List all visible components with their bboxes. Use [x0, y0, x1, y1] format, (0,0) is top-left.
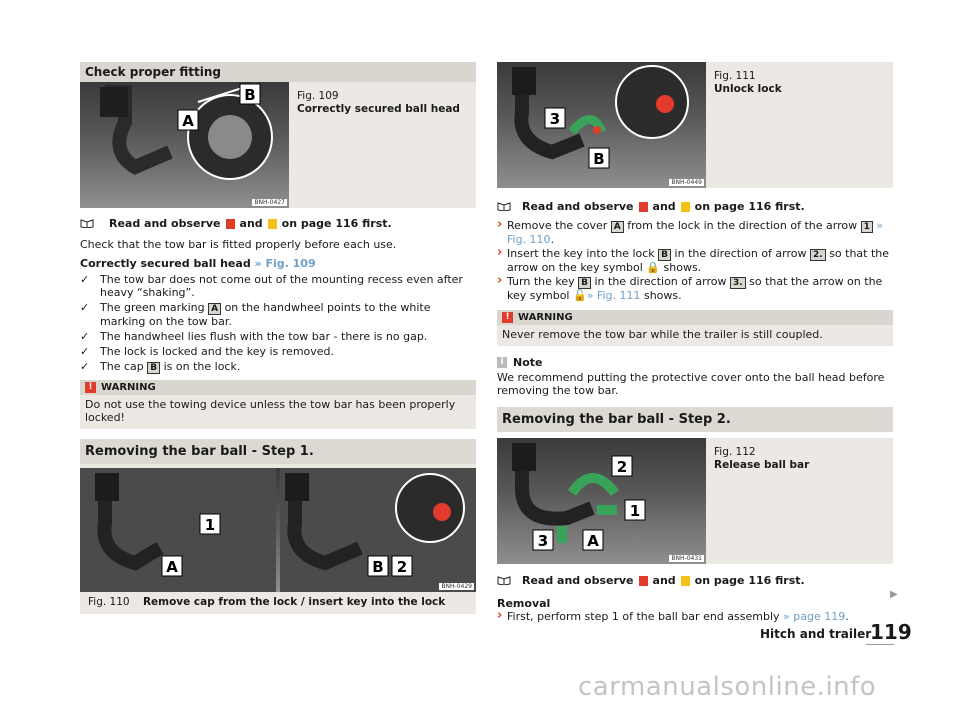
read-observe-line — [497, 574, 893, 587]
fig-110-link[interactable]: » Fig. 110 — [507, 219, 884, 246]
figure-number: Fig. 112 — [714, 446, 756, 458]
figure-code: BNH-0429 — [441, 583, 472, 590]
figure-code: BNH-0431 — [671, 555, 702, 562]
callout-1: 1 — [629, 502, 641, 520]
warning-text: Do not use the towing device unless the tow bar has been properly locked! — [85, 398, 456, 424]
check-text: The green marking — [100, 301, 205, 314]
right-column — [497, 62, 893, 624]
step-text: . — [845, 610, 849, 623]
tow-bar-illustration — [80, 82, 289, 208]
step-text: so that the arrow on the key symbol — [507, 275, 883, 302]
key-label: 2. — [810, 249, 826, 261]
check-text: is on the lock. — [163, 360, 241, 373]
read-observe-before: Read and observe — [109, 217, 221, 230]
figure-111 — [497, 62, 893, 188]
figure-110-caption — [80, 592, 476, 613]
step-text: in the direction of arrow — [594, 275, 727, 288]
callout-3: 3 — [549, 110, 561, 128]
figure-number: Fig. 110 — [88, 596, 130, 608]
step-text: from the lock in the direction of the arrow — [627, 219, 858, 232]
secured-title: Correctly secured ball head — [80, 257, 251, 270]
callout-a: A — [587, 532, 599, 550]
figure-109-caption — [289, 82, 468, 208]
unlock-illustration — [497, 62, 706, 188]
fig-111-link[interactable]: » Fig. 111 — [586, 289, 641, 302]
check-text: The cap — [100, 360, 144, 373]
figure-111-caption — [706, 62, 790, 188]
warning-label: WARNING — [518, 312, 573, 323]
checklist — [80, 273, 476, 374]
list-item — [497, 247, 893, 274]
figure-110-image — [80, 468, 476, 592]
read-observe-after: on page 116 first. — [694, 574, 805, 587]
figure-caption: Release ball bar — [714, 459, 810, 471]
step-text: shows. — [643, 289, 682, 302]
callout-a: A — [182, 112, 194, 130]
step-list — [497, 219, 893, 302]
step-text: Insert the key into the lock — [507, 247, 655, 260]
footer-section-title: Hitch and trailer — [760, 627, 872, 641]
book-icon — [80, 219, 94, 228]
note-header — [497, 356, 893, 369]
callout-b: B — [244, 86, 256, 104]
callout-2: 2 — [616, 458, 628, 476]
read-observe-after: on page 116 first. — [694, 200, 805, 213]
left-column — [80, 62, 476, 614]
figure-caption: Correctly secured ball head — [297, 103, 460, 115]
read-observe-before: Read and observe — [522, 200, 634, 213]
note-text: We recommend putting the protective cover onto the ball head before removing the tow bar. — [497, 371, 885, 397]
key-label: A — [208, 303, 221, 315]
figure-caption: Remove cap from the lock / insert key into the lock — [142, 596, 446, 608]
key-label: B — [578, 277, 591, 289]
key-label: A — [611, 221, 624, 233]
figure-code: BNH-0449 — [671, 179, 702, 186]
continue-arrow-icon: ▶ — [890, 589, 898, 600]
figure-110 — [80, 464, 476, 614]
step-text: so that the arrow on the key symbol — [507, 247, 890, 274]
caution-marker-icon — [681, 576, 690, 586]
figure-code: BNH-0427 — [254, 199, 285, 206]
list-item: ✓ The tow bar does not come out of the mounting recess even after heavy “shaking”. — [80, 273, 476, 299]
release-illustration — [497, 438, 706, 564]
list-item: ✓ The handwheel lies flush with the tow bar - there is no gap. — [80, 330, 476, 343]
book-icon — [497, 576, 511, 585]
page-number-rule — [866, 644, 894, 645]
read-observe-and: and — [239, 217, 263, 230]
list-item — [80, 301, 476, 328]
list-item — [497, 610, 893, 623]
callout-3: 3 — [537, 532, 549, 550]
read-observe-after: on page 116 first. — [281, 217, 392, 230]
cap-key-illustration — [80, 468, 476, 592]
step-text: in the direction of arrow — [674, 247, 807, 260]
figure-number: Fig. 109 — [297, 90, 339, 102]
secured-heading — [80, 257, 476, 270]
list-item — [497, 275, 893, 302]
check-text: on the handwheel points to the white marking on the tow bar. — [100, 301, 431, 328]
figure-111-image — [497, 62, 706, 188]
figure-112 — [497, 438, 893, 564]
section-title-check-fitting: Check proper fitting — [80, 62, 476, 82]
warning-header — [80, 380, 476, 395]
figure-112-image — [497, 438, 706, 564]
read-observe-and: and — [652, 200, 676, 213]
warning-icon: ! — [85, 382, 96, 393]
figure-112-caption — [706, 438, 817, 564]
info-icon: i — [497, 357, 507, 368]
figure-109 — [80, 82, 476, 208]
caution-marker-icon — [268, 219, 277, 229]
callout-1: 1 — [204, 516, 216, 534]
read-observe-line — [497, 200, 893, 213]
page-119-link[interactable]: » page 119 — [783, 610, 846, 623]
key-label: 1 — [861, 221, 873, 233]
key-label: B — [658, 249, 671, 261]
read-observe-before: Read and observe — [522, 574, 634, 587]
intro-text: Check that the tow bar is fitted properly before each use. — [80, 238, 397, 251]
step-text: . — [550, 233, 555, 246]
callout-b: B — [372, 558, 384, 576]
warning-box — [80, 380, 476, 429]
warning-box — [497, 310, 893, 346]
figure-caption: Unlock lock — [714, 83, 782, 95]
figure-109-image — [80, 82, 289, 208]
page-number: 119 — [870, 620, 912, 644]
list-item: ✓ The lock is locked and the key is removed. — [80, 345, 476, 358]
figure-number: Fig. 111 — [714, 70, 756, 82]
caution-marker-icon — [681, 202, 690, 212]
step-text: First, perform step 1 of the ball bar end assembly — [507, 610, 780, 623]
read-observe-and: and — [652, 574, 676, 587]
key-label: B — [147, 362, 160, 374]
key-symbol-icon: 🔓 — [572, 289, 587, 302]
step-text: Turn the key — [507, 275, 575, 288]
watermark: carmanualsonline.info — [578, 672, 877, 702]
warning-marker-icon — [639, 576, 648, 586]
book-icon — [497, 202, 511, 211]
key-symbol-icon: 🔒 — [646, 261, 661, 274]
warning-header — [497, 310, 893, 325]
list-item — [80, 360, 476, 374]
read-observe-line — [80, 217, 476, 230]
step-text: Remove the cover — [507, 219, 608, 232]
step-text: shows. — [663, 261, 702, 274]
section-title-step1: Removing the bar ball - Step 1. — [80, 439, 476, 464]
callout-2: 2 — [396, 558, 408, 576]
note-label: Note — [513, 356, 543, 369]
warning-marker-icon — [639, 202, 648, 212]
key-label: 3. — [730, 277, 746, 289]
callout-a: A — [166, 558, 178, 576]
warning-text: Never remove the tow bar while the trailer is still coupled. — [502, 328, 823, 341]
fig-109-link[interactable]: » Fig. 109 — [254, 257, 316, 270]
list-item — [497, 219, 893, 246]
removal-heading: Removal — [497, 597, 551, 610]
section-title-step2: Removing the bar ball - Step 2. — [497, 407, 893, 432]
removal-steps — [497, 610, 893, 623]
warning-marker-icon — [226, 219, 235, 229]
callout-b: B — [593, 150, 605, 168]
warning-label: WARNING — [101, 382, 156, 393]
warning-icon: ! — [502, 312, 513, 323]
